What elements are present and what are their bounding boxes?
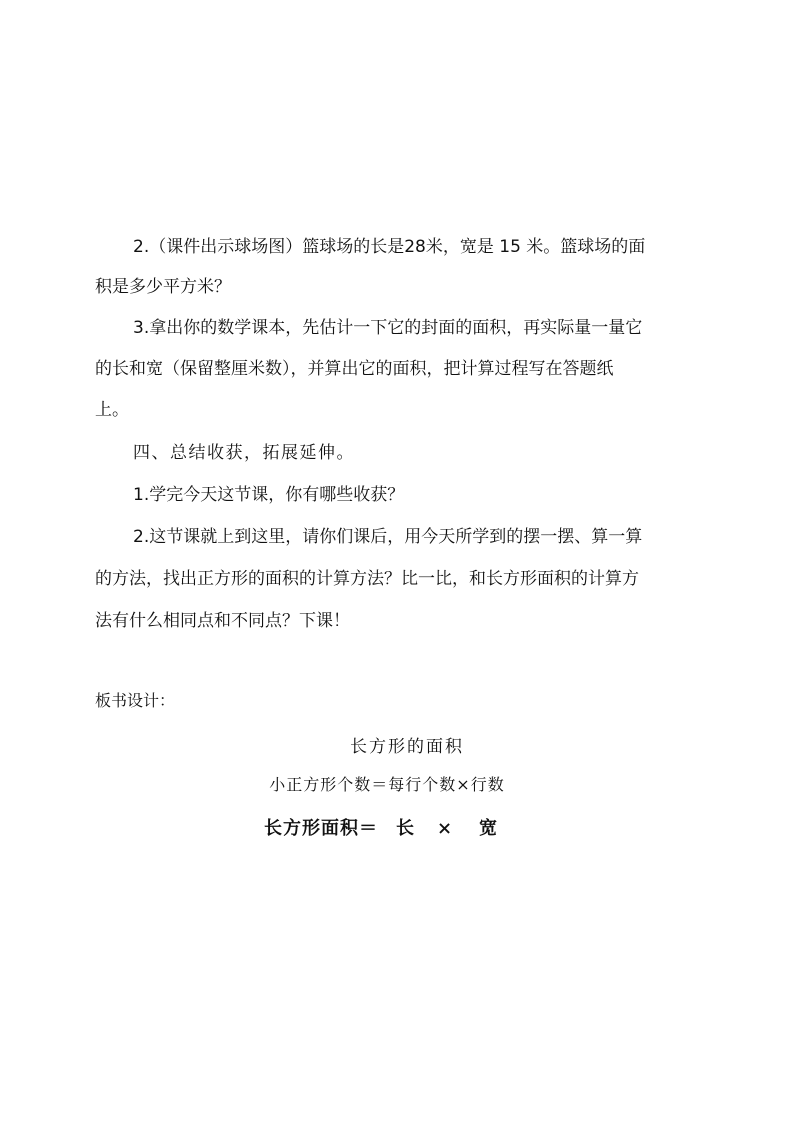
board-title: 长方形的面积	[350, 737, 464, 757]
paragraph-line: 2.这节课就上到这里，请你们课后，用今天所学到的摆一摆、算一算	[133, 527, 643, 547]
paragraph-line: 3.拿出你的数学课本，先估计一下它的封面的面积，再实际量一量它	[133, 318, 643, 338]
board-formula-area	[0, 814, 778, 840]
formula-length: 长	[395, 818, 415, 839]
paragraph-line: 的长和宽（保留整厘米数），并算出它的面积，把计算过程写在答题纸	[95, 359, 614, 379]
paragraph-line: 1.学完今天这节课，你有哪些收获？	[133, 485, 405, 505]
paragraph-line: 的方法，找出正方形的面积的计算方法？比一比，和长方形面积的计算方	[95, 569, 639, 589]
paragraph-line: 积是多少平方米？	[95, 277, 231, 297]
formula-area-label: 长方形面积＝	[263, 818, 378, 839]
board-design-heading: 板书设计：	[95, 691, 176, 710]
board-formula-count: 小正方形个数＝每行个数×行数	[269, 775, 505, 794]
section-heading: 四、总结收获，拓展延伸。	[133, 443, 355, 463]
formula-width: 宽	[479, 818, 499, 839]
paragraph-line: 法有什么相同点和不同点？下课！	[95, 611, 350, 631]
formula-times-sign: ×	[436, 818, 454, 839]
paragraph-line: 上。	[95, 400, 129, 420]
paragraph-line: 2.（课件出示球场图）篮球场的长是28米，宽是 15 米。篮球场的面	[133, 237, 646, 257]
